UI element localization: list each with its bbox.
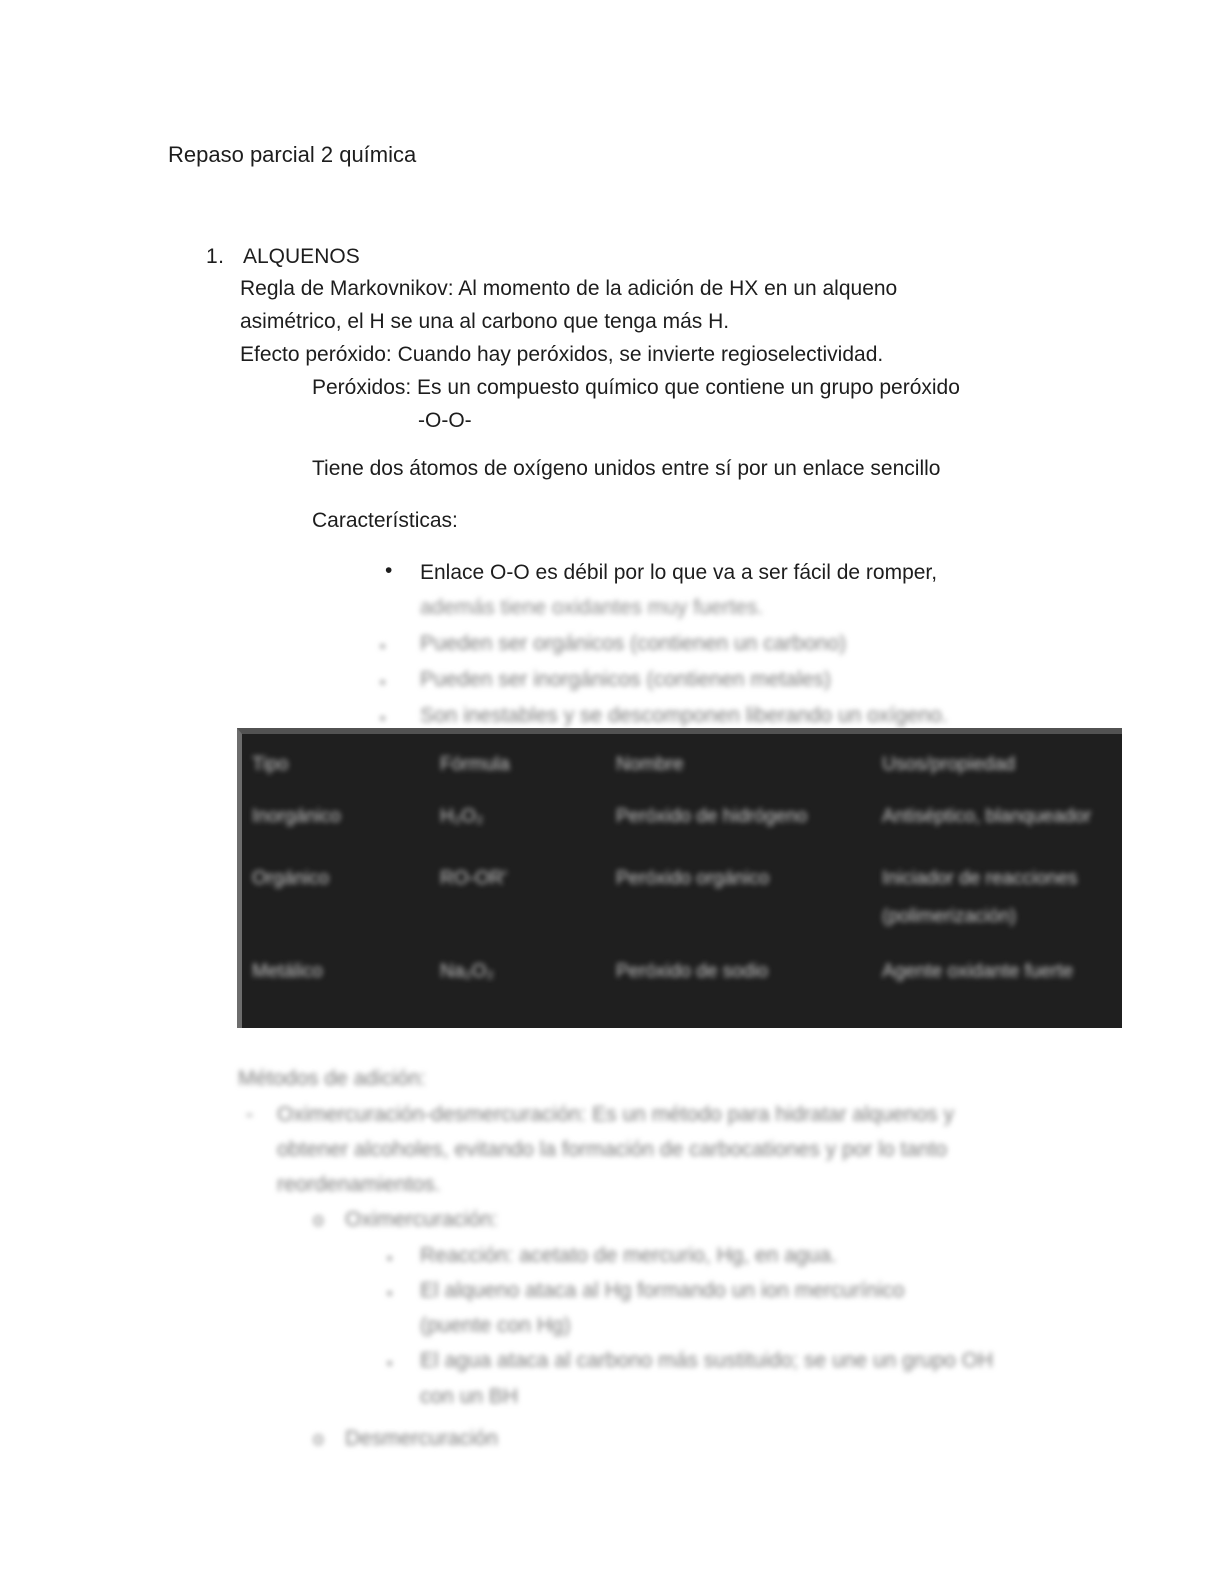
table-cell: Antiséptico, blanqueador (882, 806, 1092, 827)
bullet-item-obscured: Son inestables y se descomponen liberando un oxígeno. (420, 704, 948, 727)
step-item-obscured: El agua ataca al carbono más sustituido; se une un grupo OH (420, 1349, 994, 1372)
method-item-obscured: obtener alcoholes, evitando la formación de carbocationes y por lo tanto (277, 1138, 948, 1161)
section-heading: ALQUENOS (243, 245, 360, 268)
table-cell: Peróxido de sodio (616, 961, 769, 982)
bullet-item-obscured: Pueden ser inorgánicos (contienen metales) (420, 668, 831, 691)
step-item-obscured: (puente con Hg) (420, 1314, 571, 1337)
table-cell: Orgánico (252, 868, 330, 889)
table-cell: Inorgánico (252, 806, 341, 827)
table-cell: Metálico (252, 961, 323, 982)
bullet-marker-icon: ▪ (387, 1285, 393, 1302)
method-item-obscured: Oximercuración-desmercuración: Es un método para hidratar alquenos y (277, 1103, 954, 1126)
step-item-obscured: con un BH (420, 1385, 519, 1408)
table-cell: Peróxido de hidrógeno (616, 806, 808, 827)
peroxido-note: Tiene dos átomos de oxígeno unidos entre sí por un enlace sencillo (312, 457, 941, 480)
circle-marker-icon: o (313, 1429, 324, 1450)
bullet-marker-icon: • (385, 559, 393, 582)
table-cell: H₂O₂ (440, 806, 484, 827)
bullet-marker-icon: ▪ (380, 710, 386, 727)
table-cell: RO-OR' (440, 868, 507, 889)
table-header-cell: Nombre (616, 754, 684, 775)
methods-heading-obscured: Métodos de adición: (238, 1067, 426, 1090)
sub-item-obscured: Oximercuración: (345, 1208, 498, 1231)
paragraph-line: Regla de Markovnikov: Al momento de la adición de HX en un alqueno (240, 277, 898, 300)
bullet-item: Enlace O-O es débil por lo que va a ser fácil de romper, (420, 561, 938, 584)
paragraph-line: asimétrico, el H se una al carbono que tenga más H. (240, 310, 730, 333)
peroxide-table (237, 728, 1122, 1028)
step-item-obscured: El alqueno ataca al Hg formando un ion mercurínico (420, 1279, 905, 1302)
table-cell: Iniciador de reacciones (polimerización) (882, 868, 1078, 927)
table-header-cell: Fórmula (440, 754, 510, 775)
table-cell: Na₂O₂ (440, 961, 494, 982)
bullet-marker-icon: ▪ (380, 638, 386, 655)
sub-item-obscured: Desmercuración (345, 1427, 498, 1450)
circle-marker-icon: o (313, 1210, 324, 1231)
bullet-marker-icon: ▪ (387, 1355, 393, 1372)
table-header-cell: Usos/propiedad (882, 754, 1016, 775)
list-number: 1. (206, 245, 225, 268)
dash-marker-icon: - (246, 1103, 253, 1126)
table-header-cell: Tipo (252, 754, 289, 775)
step-item-obscured: Reacción: acetato de mercurio, Hg, en agua. (420, 1244, 837, 1267)
paragraph-line: Efecto peróxido: Cuando hay peróxidos, se invierte regioselectividad. (240, 343, 884, 366)
bullet-marker-icon: ▪ (387, 1250, 393, 1267)
bullet-marker-icon: ▪ (380, 674, 386, 691)
method-item-obscured: reordenamientos. (277, 1173, 441, 1196)
peroxido-definition: Peróxidos: Es un compuesto químico que contiene un grupo peróxido (312, 376, 960, 399)
peroxido-formula: -O-O- (418, 409, 472, 432)
caracteristicas-label: Características: (312, 509, 458, 532)
table-cell: Peróxido orgánico (616, 868, 770, 889)
table-cell: Agente oxidante fuerte (882, 961, 1074, 982)
bullet-item-obscured: Pueden ser orgánicos (contienen un carbono) (420, 632, 847, 655)
page-title: Repaso parcial 2 química (168, 142, 417, 167)
bullet-item-obscured: además tiene oxidantes muy fuertes. (420, 596, 764, 619)
